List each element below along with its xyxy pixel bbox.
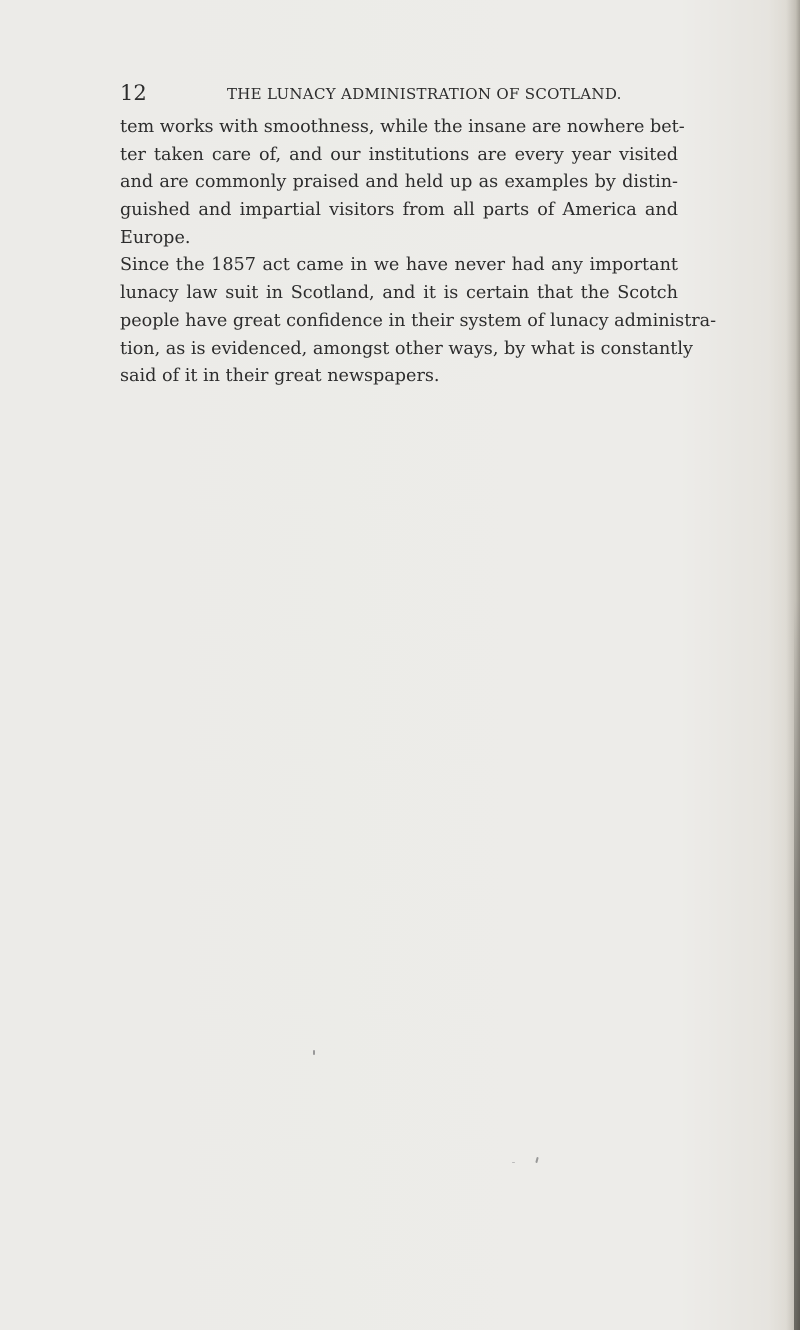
paragraph-1 <box>120 114 685 252</box>
text-line: said of it in their great newspapers. <box>120 366 440 387</box>
text-line: people have great confidence in their system of lunacy administra- <box>120 310 717 331</box>
paper-speck <box>512 1162 515 1163</box>
paper-speck <box>313 1050 315 1055</box>
text-line: Since the 1857 act came in we have never had any important <box>120 255 678 276</box>
paragraph-2 <box>120 252 717 390</box>
text-line: ter taken care of, and our institutions are every year visited <box>120 144 678 165</box>
text-line: tem works with smoothness, while the insane are nowhere bet- <box>120 117 685 137</box>
page-number: 12 <box>120 81 147 105</box>
running-title: THE LUNACY ADMINISTRATION OF SCOTLAND. <box>227 85 622 103</box>
page-header <box>120 80 680 106</box>
text-line: lunacy law suit in Scotland, and it is certain that the Scotch <box>120 283 678 304</box>
text-line: and are commonly praised and held up as examples by distin- <box>120 172 678 193</box>
paper-speck <box>535 1157 538 1163</box>
text-line: tion, as is evidenced, amongst other ways, by what is constantly <box>120 338 693 359</box>
text-line: guished and impartial visitors from all parts of America and <box>120 200 678 221</box>
text-line: Europe. <box>120 227 191 248</box>
body-text <box>120 114 717 391</box>
page-edge-binding <box>794 600 800 1330</box>
